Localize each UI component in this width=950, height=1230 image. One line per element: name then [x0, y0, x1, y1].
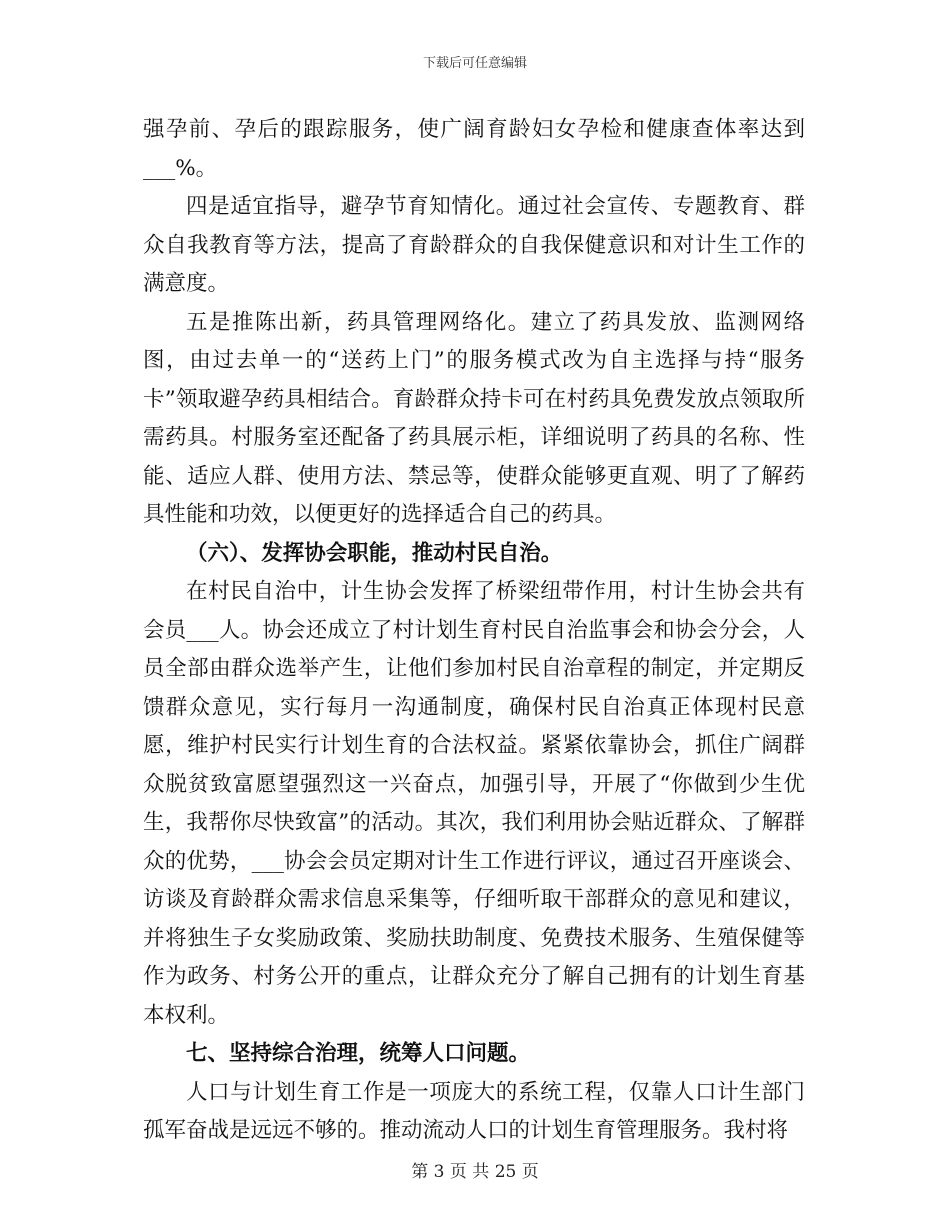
page-number-footer: 第 3 页 共 25 页 [411, 1162, 539, 1182]
paragraph-population: 人口与计划生育工作是一项庞大的系统工程，仅靠人口计生部门孤军奋战是远远不够的。推动流动人口的计划生育管理服务。我村将 [143, 1079, 805, 1143]
section-heading-seven: 七、坚持综合治理，统筹人口问题。 [186, 1041, 531, 1066]
document-body [143, 111, 805, 1151]
paragraph-point-five: 五是推陈出新，药具管理网络化。建立了药具发放、监测网络图，由过去单一的“送药上门”的服务模式改为自主选择与持“服务卡”领取避孕药具相结合。育龄群众持卡可在村药具免费发放点领取所需药具。村服务室还配备了药具展示柜，详细说明了药具的名称、性能、适应人群、使用方法、禁忌等，使群众能够更直观、明了了解药具性能和功效，以便更好的选择适合自己的药具。 [143, 309, 805, 527]
paragraph-point-four: 四是适宜指导，避孕节育知情化。通过社会宣传、专题教育、群众自我教育等方法，提高了育龄群众的自我保健意识和对计生工作的满意度。 [143, 194, 805, 296]
section-heading-six: （六）、发挥协会职能，推动村民自治。 [186, 540, 563, 566]
paragraph-association: 在村民自治中，计生协会发挥了桥梁纽带作用，村计生协会共有会员___人。协会还成立了村计划生育村民自治监事会和协会分会，人员全部由群众选举产生，让他们参加村民自治章程的制定，并定期反馈群众意见，实行每月一沟通制度，确保村民自治真正体现村民意愿，维护村民实行计划生育的合法权益。紧紧依靠协会，抓住广阔群众脱贫致富愿望强烈这一兴奋点，加强引导，开展了“你做到少生优生，我帮你尽快致富”的活动。其次，我们利用协会贴近群众、了解群众的优势，___协会会员定期对计生工作进行评议，通过召开座谈会、访谈及育龄群众需求信息采集等，仔细听取干部群众的意见和建议，并将独生子女奖励政策、奖励扶助制度、免费技术服务、生殖保健等作为政务、村务公开的重点，让群众充分了解自己拥有的计划生育基本权利。 [143, 579, 805, 1028]
paragraph-continuation: 强孕前、孕后的跟踪服务，使广阔育龄妇女孕检和健康查体率达到___%。 [143, 117, 805, 181]
page-header-note: 下载后可任意编辑 [422, 56, 527, 71]
